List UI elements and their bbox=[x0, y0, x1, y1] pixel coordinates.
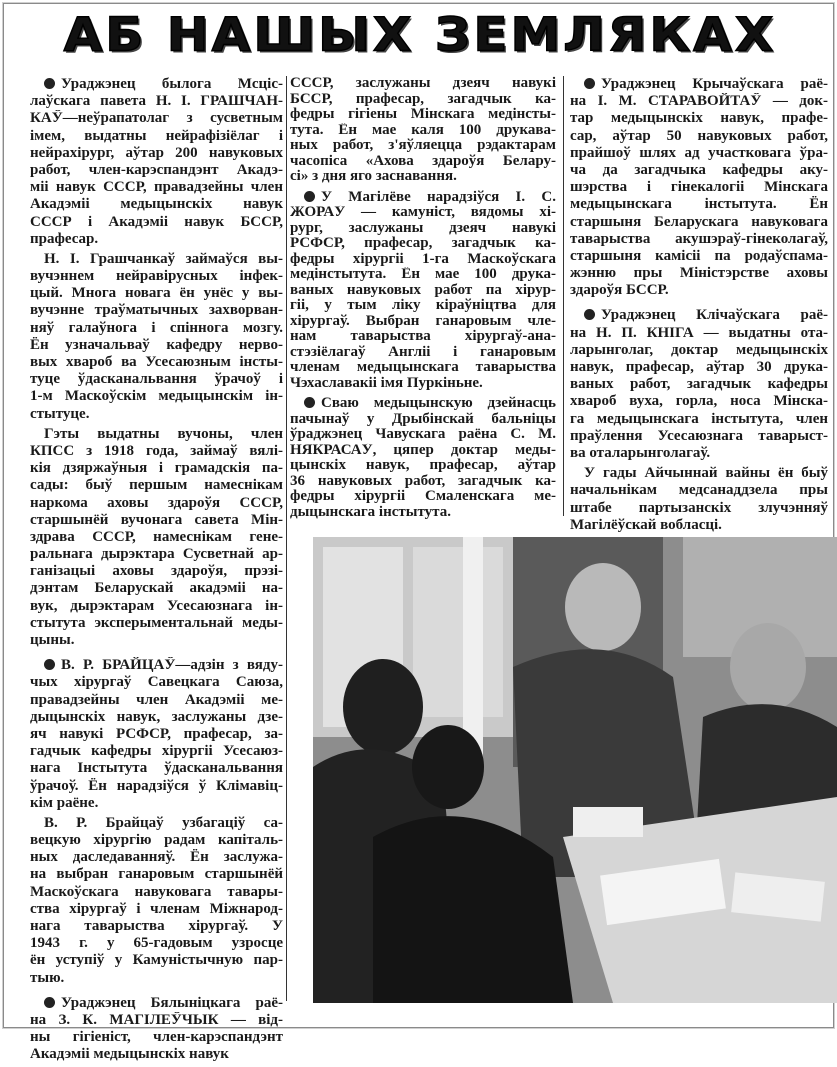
line-text: начальнікам медсанаддзела пры bbox=[570, 482, 828, 499]
text-line bbox=[570, 76, 828, 93]
text-line bbox=[30, 935, 283, 952]
line-text: ных даследаванняў. Ён заслужа- bbox=[30, 849, 283, 866]
text-line bbox=[290, 427, 556, 443]
text-line bbox=[30, 580, 283, 597]
line-text: ўраджэнец Чавускага раёна С. М. bbox=[290, 427, 556, 442]
text-line bbox=[30, 849, 283, 866]
line-text: стэзіёлагаў Англіі і ганаровым bbox=[290, 344, 556, 360]
line-text: жэнню пры Міністэрстве аховы bbox=[570, 265, 828, 282]
text-line bbox=[30, 546, 283, 563]
line-text: на Н. П. КНІГА — выдатны ота- bbox=[570, 324, 828, 341]
text-line bbox=[570, 282, 828, 299]
line-text: кім раёне. bbox=[30, 794, 99, 811]
line-text: сады: быў першым намеснікам bbox=[30, 477, 283, 494]
text-line bbox=[290, 138, 556, 154]
line-text: прайшоў шлях ад участковага ўра- bbox=[570, 144, 828, 161]
line-text: У Магілёве нарадзіўся І. С. bbox=[321, 189, 556, 205]
text-line bbox=[30, 110, 283, 127]
text-line bbox=[30, 726, 283, 743]
line-text: ва оталарынголагаў. bbox=[570, 444, 711, 461]
line-text: нага таварыства хірургаў. У bbox=[30, 918, 283, 934]
line-text: медыцынскага інстытута. Ён bbox=[570, 196, 828, 213]
bullet-icon bbox=[44, 997, 55, 1008]
text-line bbox=[30, 743, 283, 760]
line-text: 36 навуковых работ, загадчык ка- bbox=[290, 473, 556, 489]
text-line bbox=[570, 325, 828, 342]
text-line bbox=[290, 329, 556, 345]
line-text: Акадэміі медыцынскіх навук bbox=[30, 196, 283, 213]
line-text: Маскоўскага навуковага тавары- bbox=[30, 883, 283, 900]
text-line bbox=[30, 970, 283, 987]
text-line bbox=[30, 251, 283, 268]
text-line bbox=[30, 495, 283, 512]
line-text: тыю. bbox=[30, 969, 65, 986]
line-text: нейрахірург, аўтар 200 навуковых bbox=[30, 144, 283, 161]
text-line bbox=[30, 795, 283, 812]
text-line bbox=[290, 314, 556, 330]
line-text: федры гігіены Мінскага медінсты- bbox=[290, 107, 556, 122]
line-text: нам таварыства хірургаў-ана- bbox=[290, 329, 556, 344]
text-line bbox=[30, 162, 283, 179]
text-line bbox=[570, 428, 828, 445]
text-line bbox=[30, 615, 283, 632]
line-text: Ураджэнец Клічаўскага раё- bbox=[601, 307, 828, 324]
line-text: пачынаў у Дрыбінскай бальніцы bbox=[290, 411, 556, 427]
line-text: ральнага дырэктара Сусветнай ар- bbox=[30, 546, 283, 563]
text-line bbox=[30, 406, 283, 423]
text-line bbox=[570, 248, 828, 265]
line-text: федры хірургіі Смаленскага ме- bbox=[290, 489, 556, 504]
text-line bbox=[570, 342, 828, 359]
line-text: здароўя БССР. bbox=[570, 282, 669, 299]
text-line bbox=[30, 477, 283, 494]
line-text: ны гігіеніст, член-карэспандэнт bbox=[30, 1029, 283, 1046]
text-line bbox=[30, 179, 283, 196]
text-line bbox=[570, 307, 828, 324]
text-line bbox=[570, 465, 828, 482]
column-divider bbox=[286, 76, 287, 1001]
line-text: Чэхаславакіі імя Пуркіньне. bbox=[290, 375, 483, 391]
line-text: гадчык кафедры хірургіі Усесаюз- bbox=[30, 743, 283, 760]
text-line bbox=[570, 411, 828, 428]
line-text: вучэнне траўматычных захворван- bbox=[30, 302, 283, 319]
text-line bbox=[30, 231, 283, 248]
line-text: СССР, заслужаны дзеяч навукі bbox=[290, 76, 556, 91]
line-text: імем, выдатны нейрафізіёлаг і bbox=[30, 127, 283, 144]
line-text: Акадэміі медыцынскіх навук bbox=[30, 1046, 229, 1063]
line-text: рург, заслужаны дзеяч навукі bbox=[290, 220, 556, 236]
line-text: НЯКРАСАЎ, цяпер доктар меды- bbox=[290, 442, 556, 458]
article-paragraph bbox=[570, 307, 828, 462]
text-line bbox=[570, 359, 828, 376]
line-text: ных работ, з'яўляецца рэдактарам bbox=[290, 138, 556, 153]
text-line bbox=[30, 302, 283, 319]
text-line bbox=[30, 285, 283, 302]
line-text: дэнтам Беларускай акадэміі на- bbox=[30, 580, 283, 597]
text-line bbox=[30, 354, 283, 371]
line-text: вых хвароб ва Усесаюзным інсты- bbox=[30, 354, 283, 370]
line-text: Сваю медыцынскую дзейнасць bbox=[321, 396, 556, 411]
headline: АБ НАШЫХ ЗЕМЛЯКАХ bbox=[63, 8, 777, 62]
text-line bbox=[290, 92, 556, 108]
text-line bbox=[30, 93, 283, 110]
text-line bbox=[570, 110, 828, 127]
line-text: здрава СССР, намеснікам гене- bbox=[30, 528, 283, 545]
text-line bbox=[30, 1046, 283, 1063]
text-line bbox=[30, 709, 283, 726]
line-text: КПСС з 1918 года, займаў вялі- bbox=[30, 442, 283, 459]
line-text: ства хірургаў і членам Міжнарод- bbox=[30, 900, 283, 917]
text-line bbox=[290, 221, 556, 237]
line-text: Ураджэнец Крычаўскага раё- bbox=[601, 76, 828, 92]
text-line bbox=[30, 884, 283, 901]
text-line bbox=[30, 901, 283, 918]
text-line bbox=[30, 145, 283, 162]
article-paragraph bbox=[30, 995, 283, 1064]
line-text: ваных работ, загадчык кафедры bbox=[570, 376, 828, 393]
line-text: наркома аховы здароўя СССР, bbox=[30, 494, 283, 511]
text-line bbox=[30, 196, 283, 213]
line-text: Ураджэнец Бялыніцкага раё- bbox=[61, 994, 283, 1011]
line-text: кія дзяржаўныя і грамадскія па- bbox=[30, 460, 283, 477]
text-line bbox=[30, 760, 283, 777]
line-text: на З. К. МАГІЛЕЎЧЫК — від- bbox=[30, 1011, 283, 1028]
text-line bbox=[30, 563, 283, 580]
text-line bbox=[30, 529, 283, 546]
line-text: ўрачоў. Ён нарадзіўся ў Клімавіц- bbox=[30, 777, 283, 794]
line-text: В. Р. БРАЙЦАЎ—адзін з вяду- bbox=[61, 657, 283, 674]
line-text: прафесар. bbox=[30, 230, 99, 247]
text-line bbox=[290, 458, 556, 474]
line-text: міі навук СССР, правадзейны член bbox=[30, 179, 283, 196]
text-line bbox=[290, 76, 556, 92]
article-column-2 bbox=[290, 76, 556, 522]
article-column-1 bbox=[30, 76, 283, 1067]
text-line bbox=[30, 918, 283, 935]
line-text: туце ўдасканальвання ўрачоў і bbox=[30, 371, 283, 388]
line-text: цый. Многа новага ён унёс у вы- bbox=[30, 285, 283, 302]
line-text: нага Інстытута ўдасканальвання bbox=[30, 760, 283, 777]
text-line bbox=[30, 371, 283, 388]
text-line bbox=[30, 632, 283, 649]
text-line bbox=[30, 460, 283, 477]
line-text: дыцынскага інстытута. bbox=[290, 504, 451, 520]
article-paragraph bbox=[30, 251, 283, 423]
line-text: лаўскага павета Н. І. ГРАШЧАН- bbox=[30, 93, 283, 110]
text-line bbox=[290, 205, 556, 221]
column-divider bbox=[563, 76, 564, 516]
text-line bbox=[30, 815, 283, 832]
line-text: на І. М. СТАРАВОЙТАЎ — док- bbox=[570, 93, 828, 110]
line-text: ён уступіў у Камуністычную пар- bbox=[30, 952, 283, 969]
article-paragraph bbox=[290, 396, 556, 520]
text-line bbox=[290, 169, 556, 185]
text-line bbox=[570, 145, 828, 162]
line-text: Ён узначальваў кафедру нерво- bbox=[30, 336, 283, 353]
line-text: стытута эксперыментальнай меды- bbox=[30, 614, 283, 631]
article-paragraph bbox=[30, 815, 283, 987]
line-text: навук, прафесар, аўтар 30 друка- bbox=[570, 359, 828, 375]
line-text: БССР, прафесар, загадчык ка- bbox=[290, 91, 556, 107]
text-line bbox=[30, 598, 283, 615]
text-line bbox=[290, 154, 556, 170]
text-line bbox=[30, 388, 283, 405]
text-line bbox=[30, 778, 283, 795]
text-line bbox=[30, 268, 283, 285]
line-text: Гэты выдатны вучоны, член bbox=[44, 425, 283, 442]
article-column-3 bbox=[570, 76, 828, 537]
line-text: хірургаў. Выбран ганаровым чле- bbox=[290, 313, 556, 329]
article-paragraph bbox=[570, 76, 828, 299]
text-line bbox=[290, 267, 556, 283]
text-line bbox=[30, 1012, 283, 1029]
line-text: медінстытута. Ён мае 100 друка- bbox=[290, 267, 556, 282]
line-text: сі» з дня яго заснавання. bbox=[290, 169, 457, 184]
line-text: часопіса «Ахова здароўя Белару- bbox=[290, 153, 556, 169]
text-line bbox=[30, 214, 283, 231]
text-line bbox=[570, 196, 828, 213]
text-line bbox=[570, 376, 828, 393]
article-paragraph bbox=[290, 76, 556, 185]
text-line bbox=[30, 674, 283, 691]
line-text: вук, дырэктарам Усесаюзнага ін- bbox=[30, 597, 283, 614]
line-text: га медыцынскага інстытута, член bbox=[570, 410, 828, 427]
line-text: дыцынскіх навук, заслужаны дзе- bbox=[30, 708, 283, 725]
line-text: старшынёй вучонага савета Мін- bbox=[30, 511, 283, 528]
text-line bbox=[290, 474, 556, 490]
line-text: ча да загадчыка кафедры аку- bbox=[570, 161, 828, 178]
group-photo bbox=[313, 537, 837, 1003]
text-line bbox=[30, 443, 283, 460]
line-text: Н. І. Грашчанкаў займаўся вы- bbox=[44, 250, 283, 267]
text-line bbox=[290, 376, 556, 392]
text-line bbox=[30, 337, 283, 354]
text-line bbox=[570, 517, 828, 534]
text-line bbox=[570, 93, 828, 110]
text-line bbox=[570, 445, 828, 462]
text-line bbox=[30, 866, 283, 883]
line-text: штабе партызанскіх злучэнняў bbox=[570, 499, 828, 516]
bullet-icon bbox=[584, 309, 595, 320]
line-text: Магілёўскай вобласці. bbox=[570, 516, 722, 533]
text-line bbox=[290, 360, 556, 376]
line-text: стытуце. bbox=[30, 405, 90, 422]
text-line bbox=[570, 162, 828, 179]
text-line bbox=[290, 298, 556, 314]
text-line bbox=[30, 995, 283, 1012]
line-text: шэрства і гінекалогіі Мінскага bbox=[570, 179, 828, 196]
text-line bbox=[290, 412, 556, 428]
line-text: тута. Ён мае каля 100 друкава- bbox=[290, 122, 556, 138]
line-text: старшыня камісіі па родаўспама- bbox=[570, 247, 828, 264]
line-text: правадзейны член Акадэміі ме- bbox=[30, 691, 283, 708]
text-line bbox=[290, 190, 556, 206]
text-line bbox=[570, 231, 828, 248]
text-line bbox=[290, 505, 556, 521]
bullet-icon bbox=[584, 78, 595, 89]
line-text: цынскіх навук, прафесар, аўтар bbox=[290, 458, 556, 473]
text-line bbox=[30, 512, 283, 529]
article-paragraph bbox=[570, 465, 828, 534]
line-text: СССР і Акадэміі навук БССР, bbox=[30, 213, 283, 230]
line-text: вецкую хірургію радам капіталь- bbox=[30, 832, 283, 849]
text-line bbox=[30, 952, 283, 969]
text-line bbox=[290, 443, 556, 459]
article-paragraph bbox=[30, 426, 283, 649]
line-text: таварыства акушэраў-гінеколагаў, bbox=[570, 230, 828, 247]
line-text: ларынголаг, доктар медыцынскіх bbox=[570, 341, 828, 358]
text-line bbox=[30, 426, 283, 443]
text-line bbox=[570, 500, 828, 517]
text-line bbox=[290, 489, 556, 505]
line-text: цыны. bbox=[30, 632, 75, 648]
text-line bbox=[570, 179, 828, 196]
line-text: КАЎ—неўрапатолаг з сусветным bbox=[30, 110, 283, 127]
bullet-icon bbox=[44, 78, 55, 89]
text-line bbox=[30, 1029, 283, 1046]
line-text: РСФСР, прафесар, загадчык ка- bbox=[290, 236, 556, 251]
line-text: ЖОРАЎ — камуніст, вядомы хі- bbox=[290, 205, 556, 220]
line-text: яч навукі РСФСР, прафесар, за- bbox=[30, 725, 283, 742]
line-text: членам медыцынскага таварыства bbox=[290, 360, 556, 375]
line-text: тар медыцынскіх навук, прафе- bbox=[570, 110, 828, 127]
line-text: старшыня Беларускага навуковага bbox=[570, 213, 828, 230]
text-line bbox=[570, 393, 828, 410]
bullet-icon bbox=[304, 191, 315, 202]
text-line bbox=[570, 214, 828, 231]
line-text: ваных навуковых работ па хірур- bbox=[290, 282, 556, 298]
line-text: федры хірургіі 1-га Маскоўскага bbox=[290, 251, 556, 267]
text-line bbox=[290, 107, 556, 123]
line-text: гіі, у тым ліку кіраўніцтва для bbox=[290, 298, 556, 313]
article-paragraph bbox=[290, 190, 556, 392]
bullet-icon bbox=[44, 659, 55, 670]
line-text: В. Р. Брайцаў узбагаціў са- bbox=[44, 814, 283, 831]
text-line bbox=[290, 396, 556, 412]
line-text: сар, аўтар 50 навуковых работ, bbox=[570, 127, 828, 144]
bullet-icon bbox=[304, 397, 315, 408]
line-text: Ураджэнец былога Мсціс- bbox=[61, 76, 283, 92]
line-text: праўлення Усесаюзнага таварыст- bbox=[570, 427, 828, 444]
line-text: вучэннем нейравірусных інфек- bbox=[30, 268, 283, 285]
text-line bbox=[30, 657, 283, 674]
line-text: 1943 г. у 65-гадовым узросце bbox=[30, 935, 283, 952]
text-line bbox=[30, 128, 283, 145]
line-text: чых хірургаў Савецкага Саюза, bbox=[30, 674, 283, 691]
line-text: У гады Айчыннай вайны ён быў bbox=[584, 465, 828, 482]
text-line bbox=[30, 320, 283, 337]
article-paragraph bbox=[30, 657, 283, 812]
line-text: на выбран ганаровым старшынёй bbox=[30, 866, 283, 883]
line-text: няў галаўнога і спіннога мозгу. bbox=[30, 319, 283, 336]
line-text: 1-м Маскоўскім медыцынскім ін- bbox=[30, 388, 283, 405]
text-line bbox=[290, 283, 556, 299]
line-text: хвароб вуха, горла, носа Мінска- bbox=[570, 393, 828, 410]
text-line bbox=[30, 692, 283, 709]
text-line bbox=[290, 123, 556, 139]
line-text: ганізацыі аховы здароўя, прэзі- bbox=[30, 563, 283, 580]
text-line bbox=[290, 252, 556, 268]
text-line bbox=[290, 236, 556, 252]
text-line bbox=[570, 128, 828, 145]
text-line bbox=[570, 265, 828, 282]
text-line bbox=[570, 482, 828, 499]
text-line bbox=[30, 832, 283, 849]
text-line bbox=[290, 345, 556, 361]
line-text: работ, член-карэспандэнт Акадэ- bbox=[30, 161, 283, 178]
article-paragraph bbox=[30, 76, 283, 248]
text-line bbox=[30, 76, 283, 93]
